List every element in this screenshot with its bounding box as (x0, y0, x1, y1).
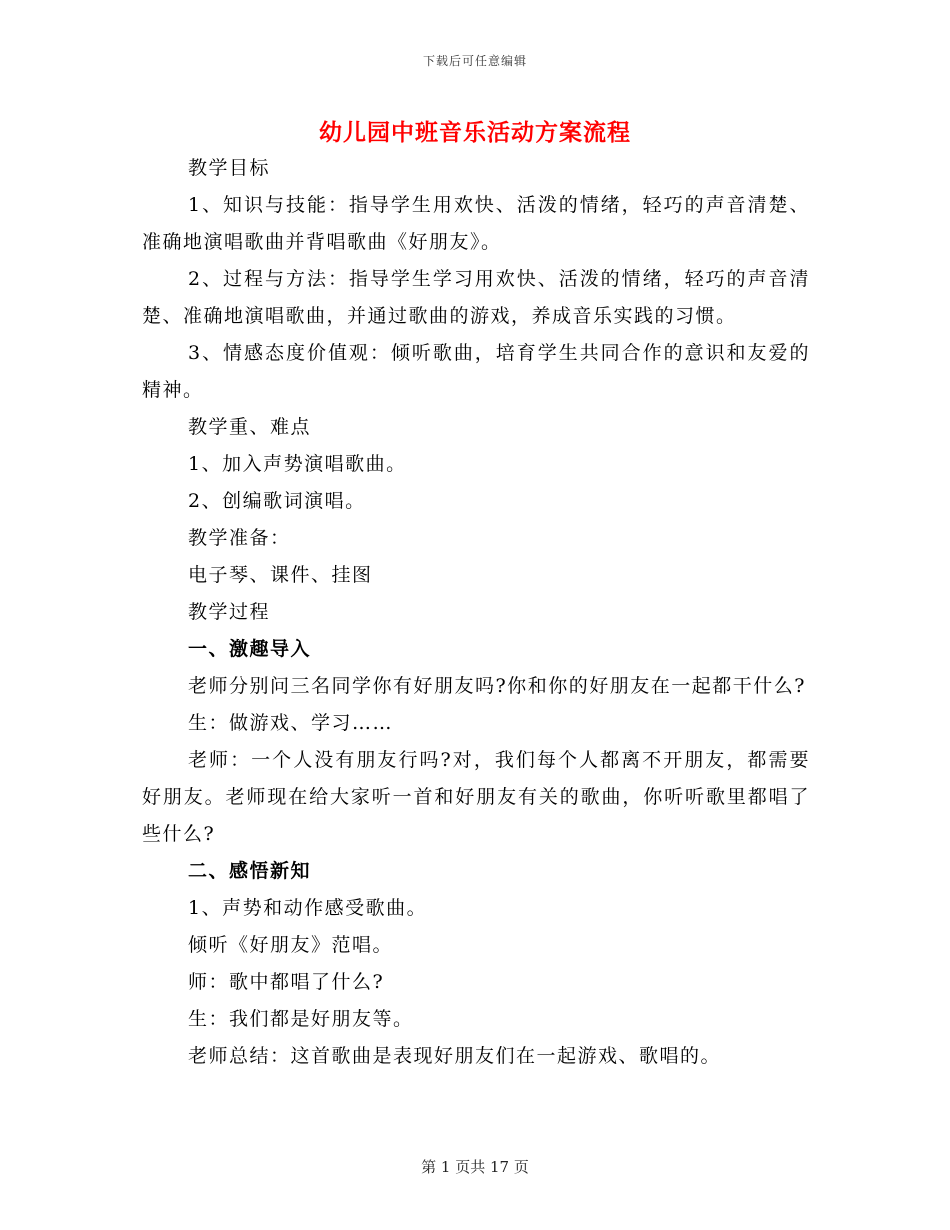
document-title: 幼儿园中班音乐活动方案流程 (319, 119, 631, 146)
section-heading-key-points: 教学重、难点 (188, 416, 312, 438)
paragraph-knowledge-skills: 1、知识与技能：指导学生用欢快、活泼的情绪，轻巧的声音清楚、准确地演唱歌曲并背唱歌曲《好朋友》。 (142, 194, 810, 253)
document-body (142, 150, 810, 1075)
paragraph-teacher-dialogue: 老师：一个人没有朋友行吗?对，我们每个人都离不开朋友，都需要好朋友。老师现在给大家听一首和好朋友有关的歌曲，你听听歌里都唱了些什么? (142, 749, 810, 845)
paragraph-teacher-ask: 师：歌中都唱了什么? (188, 971, 385, 993)
paragraph-teacher-summary: 老师总结：这首歌曲是表现好朋友们在一起游戏、歌唱的。 (188, 1045, 722, 1067)
paragraph-student-reply: 生：我们都是好朋友等。 (188, 1008, 414, 1030)
paragraph-step-1: 1、声势和动作感受歌曲。 (188, 897, 428, 919)
paragraph-emotional-attitude: 3、情感态度价值观：倾听歌曲，培育学生共同合作的意识和友爱的精神。 (142, 342, 810, 401)
section-heading-process: 教学过程 (188, 601, 271, 623)
section-heading-teaching-goals: 教学目标 (188, 157, 271, 179)
paragraph-preparation-items: 电子琴、课件、挂图 (188, 564, 373, 586)
paragraph-process-method: 2、过程与方法：指导学生学习用欢快、活泼的情绪，轻巧的声音清楚、准确地演唱歌曲，并通过歌曲的游戏，养成音乐实践的习惯。 (142, 268, 810, 327)
paragraph-key-point-2: 2、创编歌词演唱。 (188, 490, 366, 512)
paragraph-student-answer: 生：做游戏、学习…… (188, 712, 394, 734)
paragraph-teacher-question: 老师分别问三名同学你有好朋友吗?你和你的好朋友在一起都干什么? (188, 675, 806, 697)
paragraph-listen: 倾听《好朋友》范唱。 (188, 934, 394, 956)
page-number-footer: 第 1 页共 17 页 (421, 1158, 529, 1176)
section-heading-intro: 一、激趣导入 (188, 638, 312, 660)
paragraph-key-point-1: 1、加入声势演唱歌曲。 (188, 453, 407, 475)
section-heading-preparation: 教学准备： (188, 527, 291, 549)
section-heading-new-knowledge: 二、感悟新知 (188, 860, 312, 882)
header-note: 下载后可任意编辑 (422, 54, 527, 68)
